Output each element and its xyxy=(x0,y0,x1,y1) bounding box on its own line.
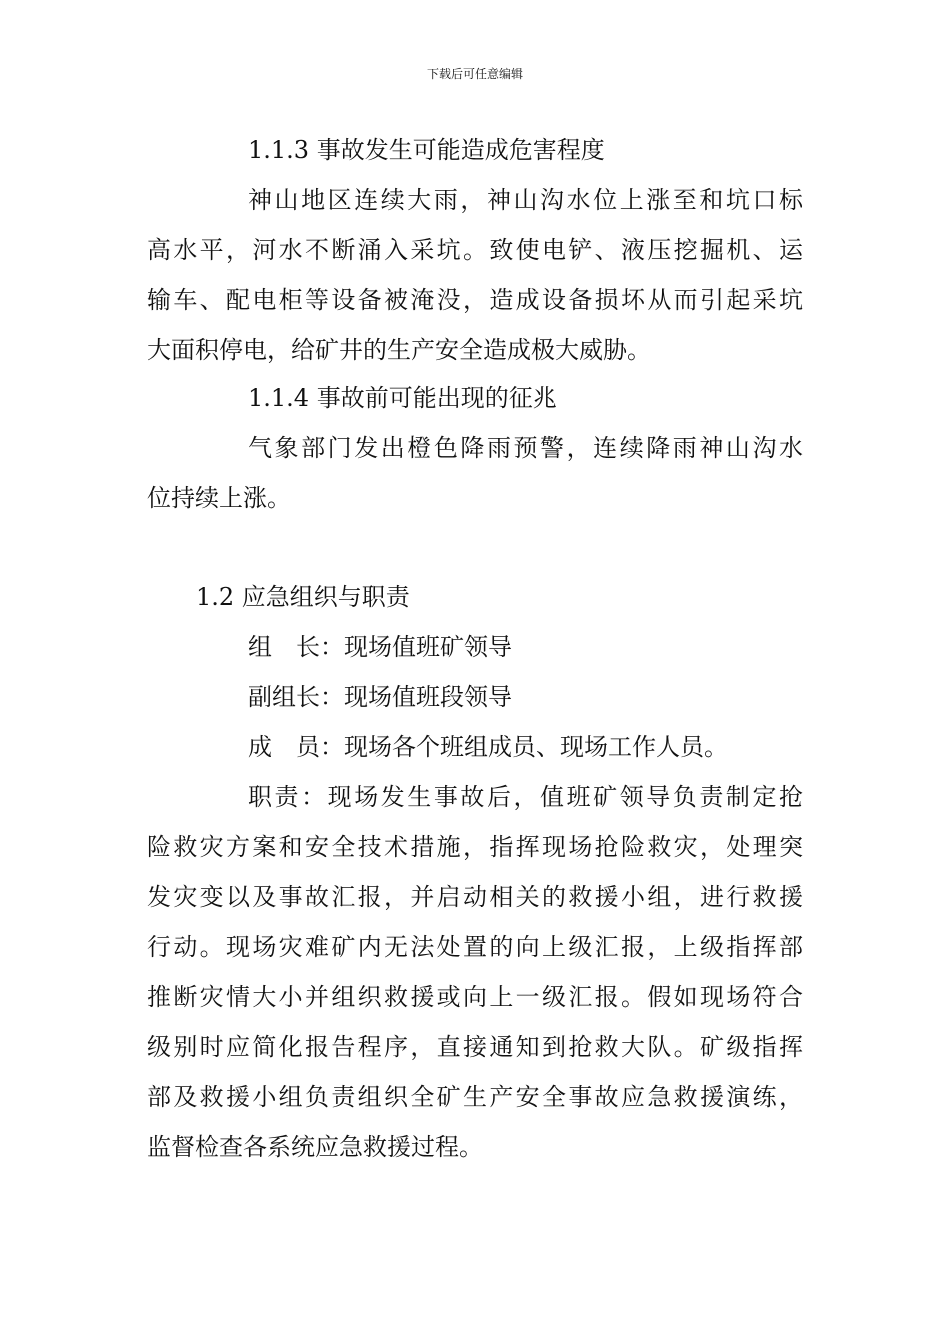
duty-line: 险救灾方案和安全技术措施，指挥现场抢险救灾，处理突 xyxy=(147,833,803,861)
member-label: 成 员 xyxy=(248,733,320,761)
section-heading-1-1-4: 1.1.4 事故前可能出现的征兆 xyxy=(248,384,557,412)
deputy-line: 副组长：现场值班段领导 xyxy=(248,683,512,711)
member-value: ：现场各个班组成员、现场工作人员。 xyxy=(320,733,728,761)
section-heading-1-1-3: 1.1.3 事故发生可能造成危害程度 xyxy=(248,136,605,164)
duty-line: 部及救援小组负责组织全矿生产安全事故应急救援演练， xyxy=(147,1083,803,1111)
paragraph-line: 气象部门发出橙色降雨预警，连续降雨神山沟水 xyxy=(248,434,803,462)
paragraph-line: 输车、配电柜等设备被淹没，造成设备损坏从而引起采坑 xyxy=(147,286,803,314)
leader-line xyxy=(248,632,512,662)
paragraph-line: 大面积停电，给矿井的生产安全造成极大威胁。 xyxy=(147,336,651,364)
paragraph-line: 位持续上涨。 xyxy=(147,484,291,512)
leader-label: 组 长 xyxy=(248,633,320,661)
section-heading-1-2: 1.2 应急组织与职责 xyxy=(196,583,410,611)
duty-line: 推断灾情大小并组织救援或向上一级汇报。假如现场符合 xyxy=(147,983,803,1011)
member-line xyxy=(248,732,728,762)
duty-line: 级别时应简化报告程序，直接通知到抢救大队。矿级指挥 xyxy=(147,1033,803,1061)
duty-line: 行动。现场灾难矿内无法处置的向上级汇报，上级指挥部 xyxy=(147,933,803,961)
duty-line: 职责：现场发生事故后，值班矿领导负责制定抢 xyxy=(248,783,803,811)
duty-line: 监督检查各系统应急救援过程。 xyxy=(147,1133,483,1161)
header-note: 下载后可任意编辑 xyxy=(426,67,523,81)
paragraph-line: 高水平，河水不断涌入采坑。致使电铲、液压挖掘机、运 xyxy=(147,236,803,264)
paragraph-line: 神山地区连续大雨，神山沟水位上涨至和坑口标 xyxy=(248,186,803,214)
duty-line: 发灾变以及事故汇报，并启动相关的救援小组，进行救援 xyxy=(147,883,803,911)
leader-value: ：现场值班矿领导 xyxy=(320,633,512,661)
